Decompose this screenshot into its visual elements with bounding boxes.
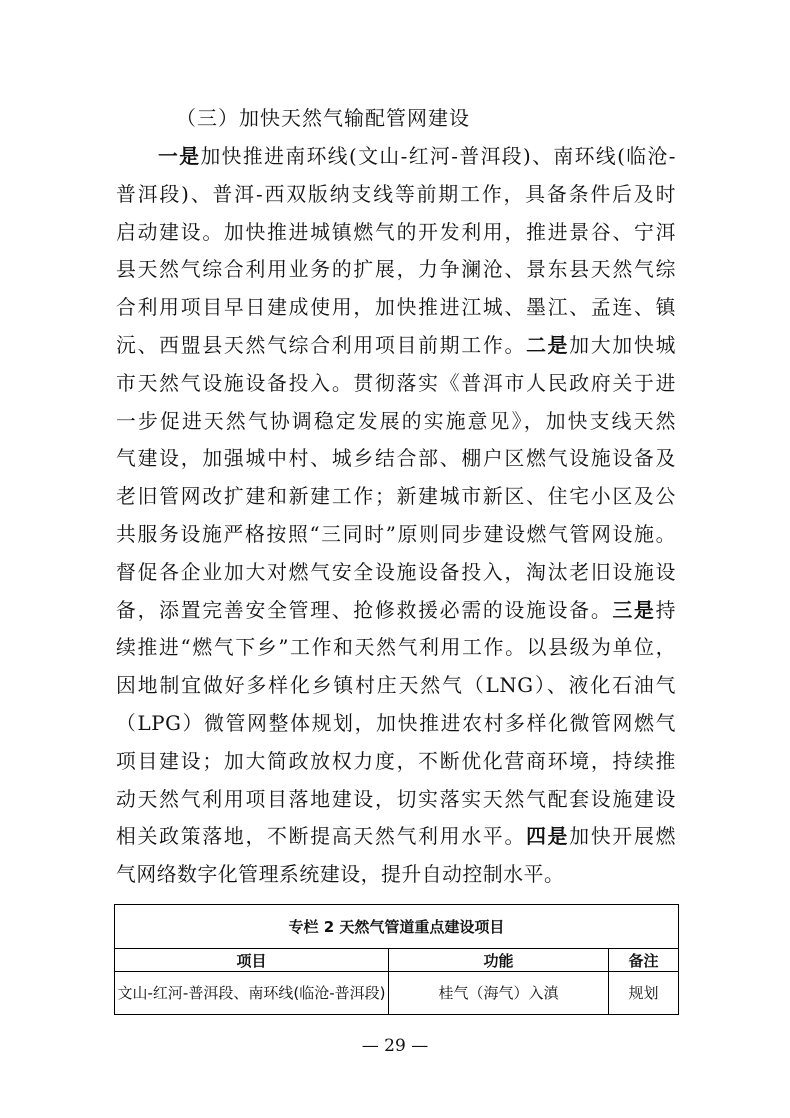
text-line — [116, 592, 676, 630]
text-line — [116, 138, 676, 176]
text-run: （LPG）微管网整体规划，加快推进农村多样化微管网燃气 — [116, 711, 676, 735]
table-header-project: 项目 — [115, 949, 389, 972]
table-header-function: 功能 — [389, 949, 609, 972]
text-line — [116, 667, 676, 705]
text-line — [116, 289, 676, 327]
text-run: 加快开展燃 — [569, 825, 676, 849]
text-run: 督促各企业加大对燃气安全设施设备投入，淘汰老旧设施设 — [116, 560, 676, 584]
text-run: 因地制宜做好多样化乡镇村庄天然气（LNG）、液化石油气 — [116, 674, 676, 698]
text-run: 合利用项目早日建成使用，加快推进江城、墨江、孟连、镇 — [116, 296, 676, 320]
text-run: 县天然气综合利用业务的扩展，力争澜沧、景东县天然气综 — [116, 258, 676, 282]
table-row — [115, 972, 679, 1015]
text-line — [116, 403, 676, 441]
text-run: 续推进“燃气下乡”工作和天然气利用工作。以县级为单位， — [116, 636, 676, 660]
table-cell-function: 桂气（海气）入滇 — [389, 972, 609, 1015]
text-run: 沅、西盟县天然气综合利用项目前期工作。 — [116, 333, 527, 357]
emphasis-text: 二是 — [526, 332, 570, 357]
table-header-remarks: 备注 — [609, 949, 679, 972]
text-line — [116, 440, 676, 478]
text-run: 老旧管网改扩建和新建工作；新建城市新区、住宅小区及公 — [116, 485, 676, 509]
emphasis-text: 一是 — [158, 144, 201, 168]
text-line — [116, 554, 676, 592]
text-run: 市天然气设施设备投入。贯彻落实《普洱市人民政府关于进 — [116, 371, 676, 395]
text-run: 一步促进天然气协调稳定发展的实施意见》，加快支线天然 — [116, 409, 676, 433]
project-table — [114, 904, 679, 1015]
section-heading: （三）加快天然气输配管网建设 — [176, 106, 470, 130]
text-line — [116, 743, 676, 781]
table-cell-project: 文山-红河-普洱段、南环线(临沧-普洱段) — [115, 972, 389, 1015]
body-paragraph — [116, 138, 676, 894]
emphasis-text: 四是 — [526, 824, 570, 849]
table-caption: 专栏 2 天然气管道重点建设项目 — [115, 905, 679, 949]
text-run: 相关政策落地，不断提高天然气利用水平。 — [116, 825, 527, 849]
text-run: 备，添置完善安全管理、抢修救援必需的设施设备。 — [116, 598, 613, 622]
text-run: 普洱段)、普洱-西双版纳支线等前期工作，具备条件后及时 — [116, 182, 676, 206]
text-run: 气建设，加强城中村、城乡结合部、棚户区燃气设施设备及 — [116, 447, 676, 471]
page-number: — 29 — — [361, 1036, 429, 1056]
text-run: 动天然气利用项目落地建设，切实落实天然气配套设施建设 — [116, 787, 676, 811]
text-line — [116, 327, 676, 365]
text-line — [116, 251, 676, 289]
text-run: 项目建设；加大简政放权力度，不断优化营商环境，持续推 — [116, 749, 676, 773]
text-run: 加快推进南环线(文山-红河-普洱段)、南环线(临沧- — [200, 145, 676, 168]
text-line — [116, 478, 676, 516]
text-line — [116, 214, 676, 252]
text-line — [116, 705, 676, 743]
text-line — [116, 629, 676, 667]
text-run: 共服务设施严格按照“三同时”原则同步建设燃气管网设施。 — [116, 522, 676, 546]
text-line — [116, 856, 676, 894]
text-line — [116, 516, 676, 554]
text-line — [116, 176, 676, 214]
text-run: 气网络数字化管理系统建设，提升自动控制水平。 — [116, 863, 565, 887]
text-line — [116, 365, 676, 403]
text-run: 加大加快城 — [569, 333, 676, 357]
table-cell-remarks: 规划 — [609, 972, 679, 1015]
text-run: 启动建设。加快推进城镇燃气的开发利用，推进景谷、宁洱 — [116, 220, 676, 244]
text-line — [116, 818, 676, 856]
text-run: 持 — [655, 598, 676, 622]
text-line — [116, 781, 676, 819]
emphasis-text: 三是 — [612, 597, 656, 622]
